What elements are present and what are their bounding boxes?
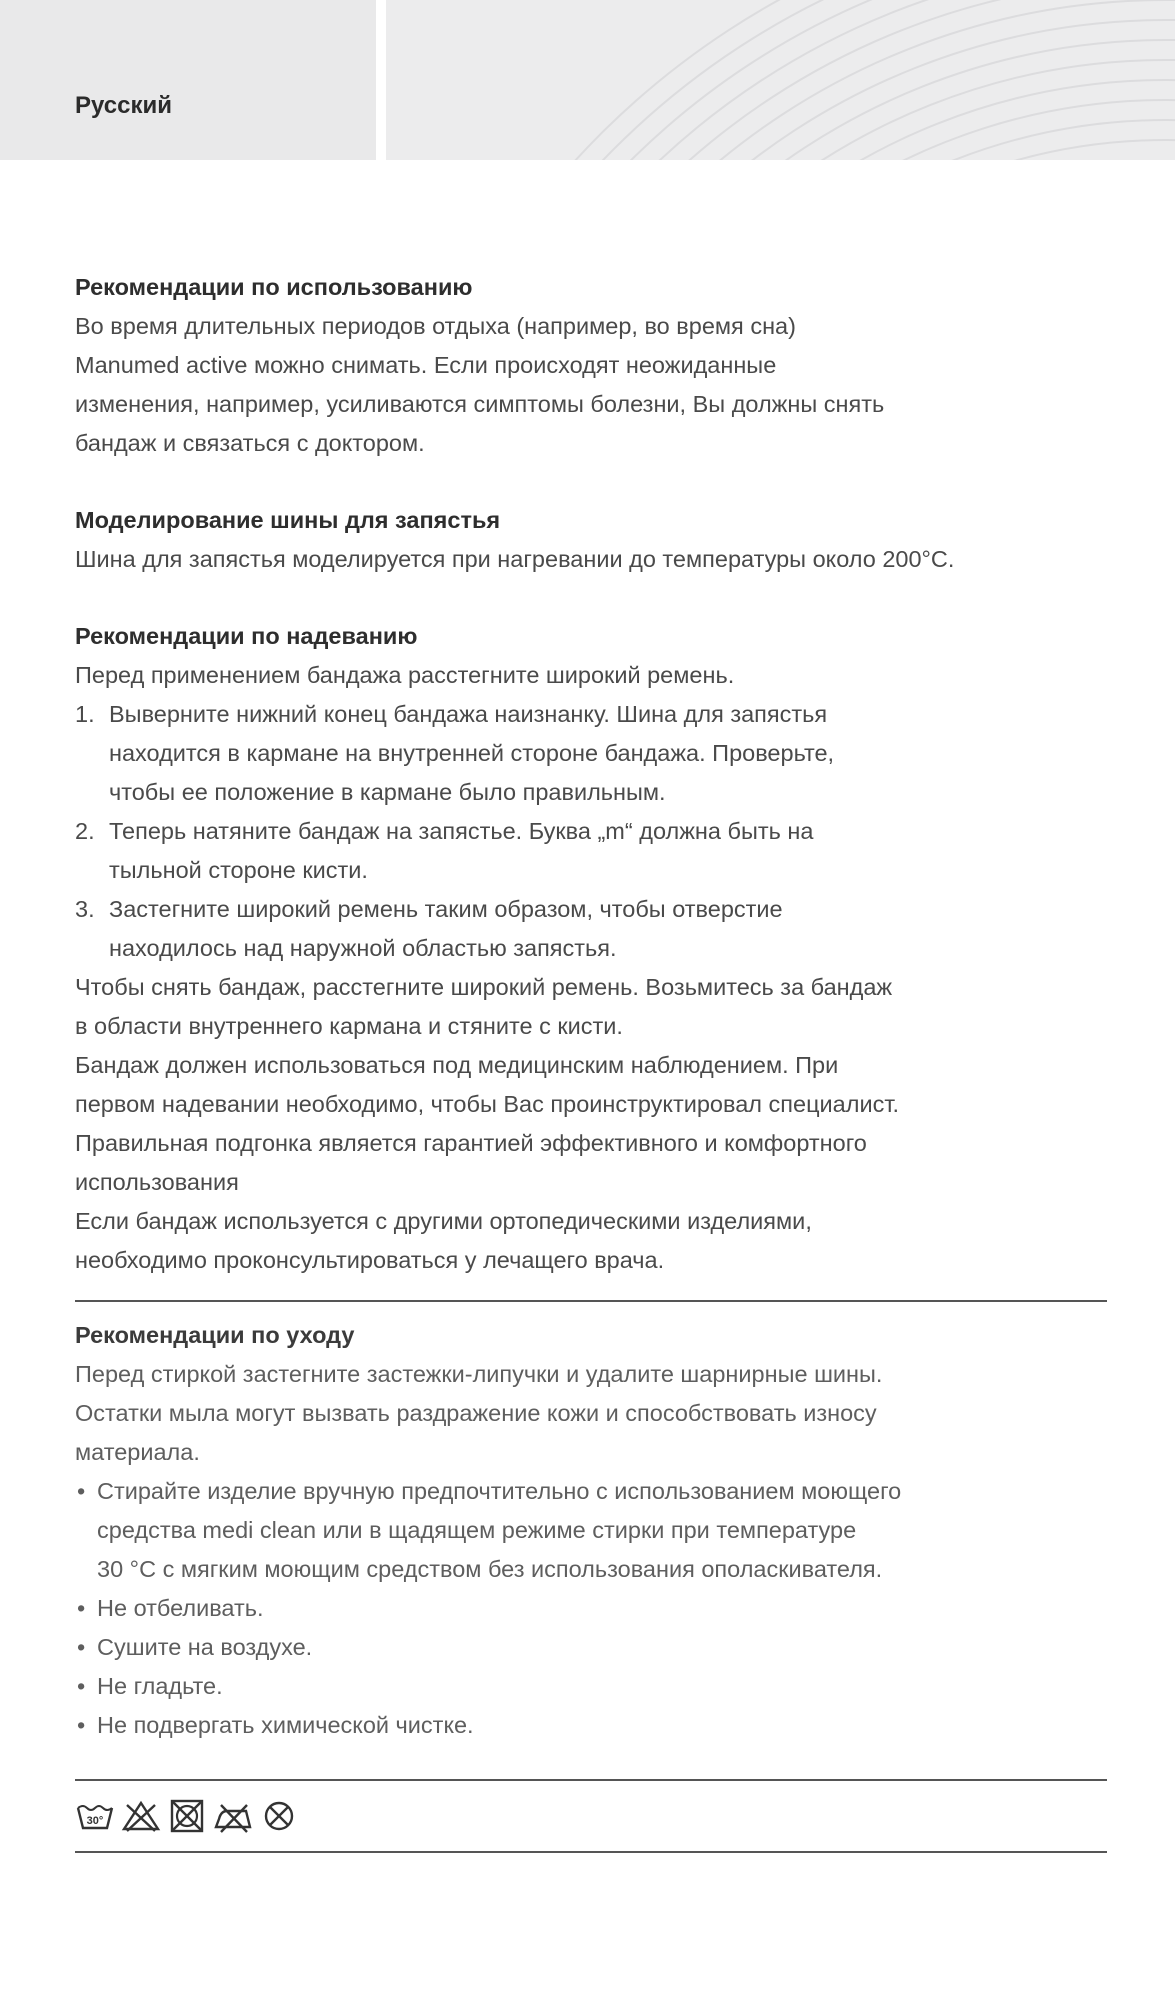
splint-line: Шина для запястья моделируется при нагревании до температуры около 200°С.: [75, 546, 955, 572]
wash-temp-label: 30°: [86, 1815, 104, 1827]
step-number: 3.: [75, 896, 95, 922]
care-bullet-line: Не гладьте.: [97, 1673, 223, 1699]
step-number: 1.: [75, 701, 95, 727]
donning-note-line: Если бандаж используется с другими ортопедическими изделиями,: [75, 1208, 812, 1234]
care-line: материала.: [75, 1439, 200, 1465]
usage-section: [75, 268, 1107, 463]
usage-line: Manumed active можно снимать. Если происходят неожиданные: [75, 352, 777, 378]
bullet-mark: •: [77, 1673, 86, 1699]
language-label: Русский: [75, 92, 172, 119]
step-line: тыльной стороне кисти.: [109, 857, 368, 883]
header-language-panel: [0, 0, 376, 160]
spacer: [75, 1745, 1107, 1779]
spacer: [75, 579, 1107, 617]
care-bullet-line: Не отбеливать.: [97, 1595, 264, 1621]
donning-intro: Перед применением бандажа расстегните широкий ремень.: [75, 662, 735, 688]
donning-steps: [75, 695, 1107, 968]
step-line: находится в кармане на внутренней стороне бандажа. Проверьте,: [109, 740, 835, 766]
donning-section: [75, 617, 1107, 1280]
step-number: 2.: [75, 818, 95, 844]
usage-line: изменения, например, усиливаются симптомы болезни, Вы должны снять: [75, 391, 885, 417]
care-bullet: [75, 1628, 1107, 1667]
donning-note-line: использования: [75, 1169, 239, 1195]
step-line: Выверните нижний конец бандажа наизнанку. Шина для запястья: [109, 701, 828, 727]
care-bullet: [75, 1589, 1107, 1628]
donning-step: [75, 812, 1107, 890]
splint-title: Моделирование шины для запястья: [75, 507, 501, 533]
care-bullet-line: средства medi clean или в щадящем режиме стирки при температуре: [97, 1517, 857, 1543]
care-bullet-line: Не подвергать химической чистке.: [97, 1712, 474, 1738]
donning-note-line: Бандаж должен использоваться под медицинским наблюдением. При: [75, 1052, 839, 1078]
donning-step: [75, 695, 1107, 812]
care-title: Рекомендации по уходу: [75, 1322, 355, 1348]
header-divider: [376, 0, 386, 160]
bullet-mark: •: [77, 1712, 86, 1738]
care-bullet: [75, 1472, 1107, 1589]
care-line: Перед стиркой застегните застежки-липучки и удалите шарнирные шины.: [75, 1361, 883, 1387]
donning-note-line: первом надевании необходимо, чтобы Вас проинструктировал специалист.: [75, 1091, 900, 1117]
bullet-mark: •: [77, 1478, 86, 1504]
step-line: находилось над наружной областью запястья.: [109, 935, 617, 961]
care-section: [75, 1316, 1107, 1745]
donning-note-line: необходимо проконсультироваться у лечащего врача.: [75, 1247, 665, 1273]
spacer: [75, 463, 1107, 501]
step-line: Застегните широкий ремень таким образом, чтобы отверстие: [109, 896, 783, 922]
care-bullet-line: Сушите на воздухе.: [97, 1634, 313, 1660]
bullet-mark: •: [77, 1595, 86, 1621]
donning-step: [75, 890, 1107, 968]
donning-note-line: Чтобы снять бандаж, расстегните широкий ремень. Возьмитесь за бандаж: [75, 974, 893, 1000]
spacer: [75, 1280, 1107, 1300]
no-bleach-icon: [121, 1799, 161, 1833]
no-tumble-dry-icon: [167, 1799, 207, 1833]
care-line: Остатки мыла могут вызвать раздражение кожи и способствовать износу: [75, 1400, 877, 1426]
hand-wash-30-icon: [75, 1799, 115, 1833]
usage-title: Рекомендации по использованию: [75, 274, 473, 300]
bullet-mark: •: [77, 1634, 86, 1660]
care-bullet-line: Стирайте изделие вручную предпочтительно с использованием моющего: [97, 1478, 902, 1504]
donning-note-line: Правильная подгонка является гарантией эффективного и комфортного: [75, 1130, 867, 1156]
donning-title: Рекомендации по надеванию: [75, 623, 418, 649]
care-bullet: [75, 1667, 1107, 1706]
step-line: чтобы ее положение в кармане было правильным.: [109, 779, 666, 805]
care-bullet: [75, 1706, 1107, 1745]
section-divider: [75, 1851, 1107, 1853]
care-symbols: [75, 1781, 1107, 1851]
care-bullets: [75, 1472, 1107, 1745]
header-pattern-panel: [386, 0, 1175, 160]
donning-note-line: в области внутреннего кармана и стяните с кисти.: [75, 1013, 623, 1039]
care-bullet-line: 30 °C с мягким моющим средством без использования ополаскивателя.: [97, 1556, 883, 1582]
usage-line: Во время длительных периодов отдыха (например, во время сна): [75, 313, 796, 339]
header-arc-pattern: [386, 0, 1175, 160]
step-line: Теперь натяните бандаж на запястье. Буква „m“ должна быть на: [109, 818, 814, 844]
no-dry-clean-icon: [259, 1799, 299, 1833]
splint-section: [75, 501, 1107, 579]
spacer: [75, 1302, 1107, 1316]
usage-line: бандаж и связаться с доктором.: [75, 430, 425, 456]
no-ironing-icon: [213, 1799, 253, 1833]
document-body: [75, 268, 1107, 1853]
page-header: [0, 0, 1175, 160]
